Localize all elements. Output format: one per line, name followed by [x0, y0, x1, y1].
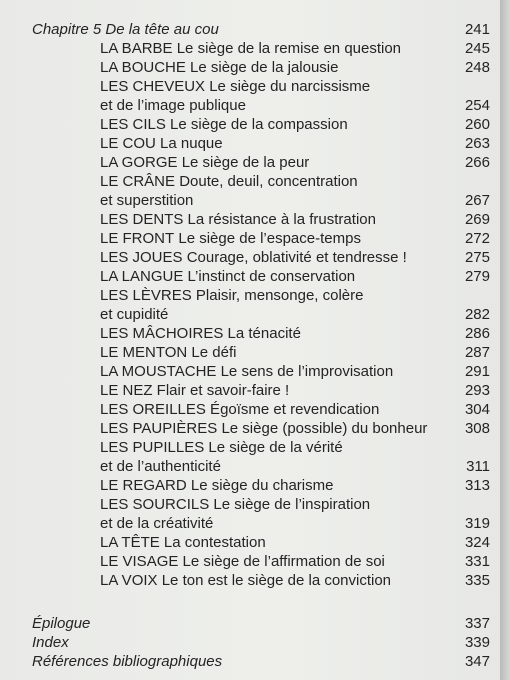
toc-entry — [100, 248, 490, 267]
toc-entry — [100, 39, 490, 58]
toc-entry — [100, 381, 490, 400]
entry-heading: LES PUPILLES — [100, 439, 205, 456]
entry-page-number: 267 — [464, 192, 490, 209]
entry-page-number: 275 — [464, 249, 490, 266]
entry-heading: LA LANGUE — [100, 268, 184, 285]
entry-continuation: et de la créativité — [100, 515, 214, 532]
toc-entry — [100, 419, 490, 438]
entry-heading: LES SOURCILS — [100, 496, 210, 513]
toc-entry — [100, 134, 490, 153]
toc-entry — [100, 571, 490, 590]
entry-subtitle: Le siège de la peur — [177, 154, 310, 171]
entry-label — [100, 39, 401, 58]
entry-page-number: 260 — [464, 116, 490, 133]
chapter-page-number: 241 — [464, 21, 490, 38]
toc-entry — [100, 58, 490, 77]
entry-label — [100, 343, 236, 362]
entry-heading: LES JOUES — [100, 249, 183, 266]
entry-page-number: 245 — [464, 40, 490, 57]
entry-heading: LE REGARD — [100, 477, 187, 494]
entry-subtitle: Le siège de la vérité — [204, 439, 343, 456]
entry-continuation: et de l’authenticité — [100, 458, 221, 475]
entry-label — [100, 495, 370, 514]
toc-entry — [100, 552, 490, 571]
entry-heading: LA GORGE — [100, 154, 178, 171]
entry-subtitle: Égoïsme et revendication — [205, 401, 380, 418]
toc-entry-continuation — [100, 457, 490, 476]
toc-entry — [100, 286, 490, 305]
entry-subtitle: Plaisir, mensonge, colère — [191, 287, 364, 304]
toc-entry — [100, 172, 490, 191]
toc-entry-continuation — [100, 191, 490, 210]
toc-entry — [100, 343, 490, 362]
entry-subtitle: Le siège de la compassion — [165, 116, 348, 133]
toc-entry-continuation — [100, 96, 490, 115]
entry-subtitle: Le sens de l’improvisation — [216, 363, 394, 380]
entry-label — [100, 362, 393, 381]
entry-label — [100, 438, 343, 457]
toc-entry — [100, 438, 490, 457]
entry-subtitle: Le siège de la jalousie — [185, 59, 339, 76]
entry-page-number: 324 — [464, 534, 490, 551]
entry-page-number: 282 — [464, 306, 490, 323]
entry-heading: LA BOUCHE — [100, 59, 186, 76]
toc-entry — [100, 229, 490, 248]
chapter-heading — [32, 20, 490, 39]
entry-page-number: 266 — [464, 154, 490, 171]
entry-subtitle: Le siège de l’espace-temps — [174, 230, 361, 247]
entry-heading: LE FRONT — [100, 230, 175, 247]
entry-heading: LE MENTON — [100, 344, 188, 361]
entry-label — [100, 533, 266, 552]
entry-page-number: 331 — [464, 553, 490, 570]
entry-label — [100, 571, 391, 590]
toc-entry — [100, 115, 490, 134]
entry-heading: LE CRÂNE — [100, 173, 176, 190]
entry-continuation: et de l’image publique — [100, 97, 246, 114]
entry-heading: LA TÊTE — [100, 534, 160, 551]
toc-entry — [100, 495, 490, 514]
toc-entry — [100, 533, 490, 552]
entry-subtitle: Doute, deuil, concentration — [175, 173, 358, 190]
entry-heading: LES LÈVRES — [100, 287, 192, 304]
entry-page-number: 287 — [464, 344, 490, 361]
entry-subtitle: La résistance à la frustration — [183, 211, 376, 228]
entry-label — [100, 552, 385, 571]
entry-heading: LA BARBE — [100, 40, 173, 57]
entry-label — [100, 210, 376, 229]
toc-entry — [100, 324, 490, 343]
entry-label — [100, 381, 289, 400]
entry-subtitle: Flair et savoir-faire ! — [152, 382, 290, 399]
entry-subtitle: Le siège du narcissisme — [205, 78, 371, 95]
toc-entry — [100, 476, 490, 495]
toc-entry — [100, 362, 490, 381]
entry-subtitle: Le siège du charisme — [186, 477, 334, 494]
entry-label — [100, 58, 338, 77]
entry-heading: LA MOUSTACHE — [100, 363, 217, 380]
entry-label — [100, 172, 358, 191]
entry-continuation: et superstition — [100, 192, 194, 209]
toc-entry — [100, 77, 490, 96]
back-matter-entry — [32, 614, 490, 633]
entry-continuation: et cupidité — [100, 306, 169, 323]
chapter-title: Chapitre 5 De la tête au cou — [32, 21, 219, 38]
entry-page-number: 272 — [464, 230, 490, 247]
toc-entry — [100, 400, 490, 419]
entry-page-number: 279 — [464, 268, 490, 285]
entry-subtitle: Courage, oblativité et tendresse ! — [182, 249, 407, 266]
entry-page-number: 319 — [464, 515, 490, 532]
back-matter-label: Index — [32, 634, 69, 651]
back-matter-page-number: 339 — [464, 634, 490, 651]
entry-label — [100, 134, 223, 153]
entry-page-number: 291 — [464, 363, 490, 380]
entry-page-number: 248 — [464, 59, 490, 76]
page-edge — [500, 0, 510, 680]
toc-entry — [100, 210, 490, 229]
entry-page-number: 269 — [464, 211, 490, 228]
entry-subtitle: Le ton est le siège de la conviction — [157, 572, 392, 589]
entry-label — [100, 324, 301, 343]
entry-label — [100, 419, 427, 438]
entry-page-number: 254 — [464, 97, 490, 114]
entry-heading: LES CILS — [100, 116, 166, 133]
entry-page-number: 286 — [464, 325, 490, 342]
back-matter-entry — [32, 633, 490, 652]
entry-subtitle: Le siège de l’inspiration — [209, 496, 371, 513]
entry-page-number: 311 — [466, 458, 490, 475]
toc-entry-continuation — [100, 305, 490, 324]
entry-heading: LES OREILLES — [100, 401, 206, 418]
entry-label — [100, 77, 370, 96]
toc-entry-continuation — [100, 514, 490, 533]
entry-subtitle: Le défi — [187, 344, 237, 361]
entry-page-number: 335 — [464, 572, 490, 589]
entry-label — [100, 115, 348, 134]
table-of-contents — [32, 20, 490, 671]
entry-heading: LE VISAGE — [100, 553, 179, 570]
entry-subtitle: La nuque — [155, 135, 223, 152]
back-matter-label: Références bibliographiques — [32, 653, 223, 670]
entry-heading: LE NEZ — [100, 382, 153, 399]
entry-list — [32, 39, 490, 590]
entry-page-number: 263 — [464, 135, 490, 152]
entry-label — [100, 267, 355, 286]
entry-label — [100, 476, 333, 495]
back-matter-list — [32, 614, 490, 671]
entry-page-number: 293 — [464, 382, 490, 399]
entry-label — [100, 248, 407, 267]
entry-heading: LES MÂCHOIRES — [100, 325, 224, 342]
entry-heading: LES DENTS — [100, 211, 184, 228]
entry-label — [100, 400, 379, 419]
entry-heading: LES PAUPIÈRES — [100, 420, 218, 437]
back-matter-page-number: 347 — [464, 653, 490, 670]
entry-label — [100, 229, 361, 248]
entry-subtitle: La ténacité — [223, 325, 301, 342]
toc-entry — [100, 267, 490, 286]
back-matter-entry — [32, 652, 490, 671]
toc-entry — [100, 153, 490, 172]
entry-subtitle: La contestation — [159, 534, 266, 551]
back-matter-page-number: 337 — [464, 615, 490, 632]
entry-heading: LES CHEVEUX — [100, 78, 206, 95]
entry-heading: LE COU — [100, 135, 156, 152]
entry-subtitle: L’instinct de conservation — [183, 268, 356, 285]
entry-page-number: 313 — [464, 477, 490, 494]
entry-page-number: 304 — [464, 401, 490, 418]
back-matter-label: Épilogue — [32, 615, 91, 632]
entry-label — [100, 286, 363, 305]
entry-subtitle: Le siège (possible) du bonheur — [217, 420, 428, 437]
entry-heading: LA VOIX — [100, 572, 158, 589]
entry-subtitle: Le siège de l’affirmation de soi — [178, 553, 385, 570]
entry-page-number: 308 — [464, 420, 490, 437]
entry-label — [100, 153, 309, 172]
entry-subtitle: Le siège de la remise en question — [172, 40, 402, 57]
